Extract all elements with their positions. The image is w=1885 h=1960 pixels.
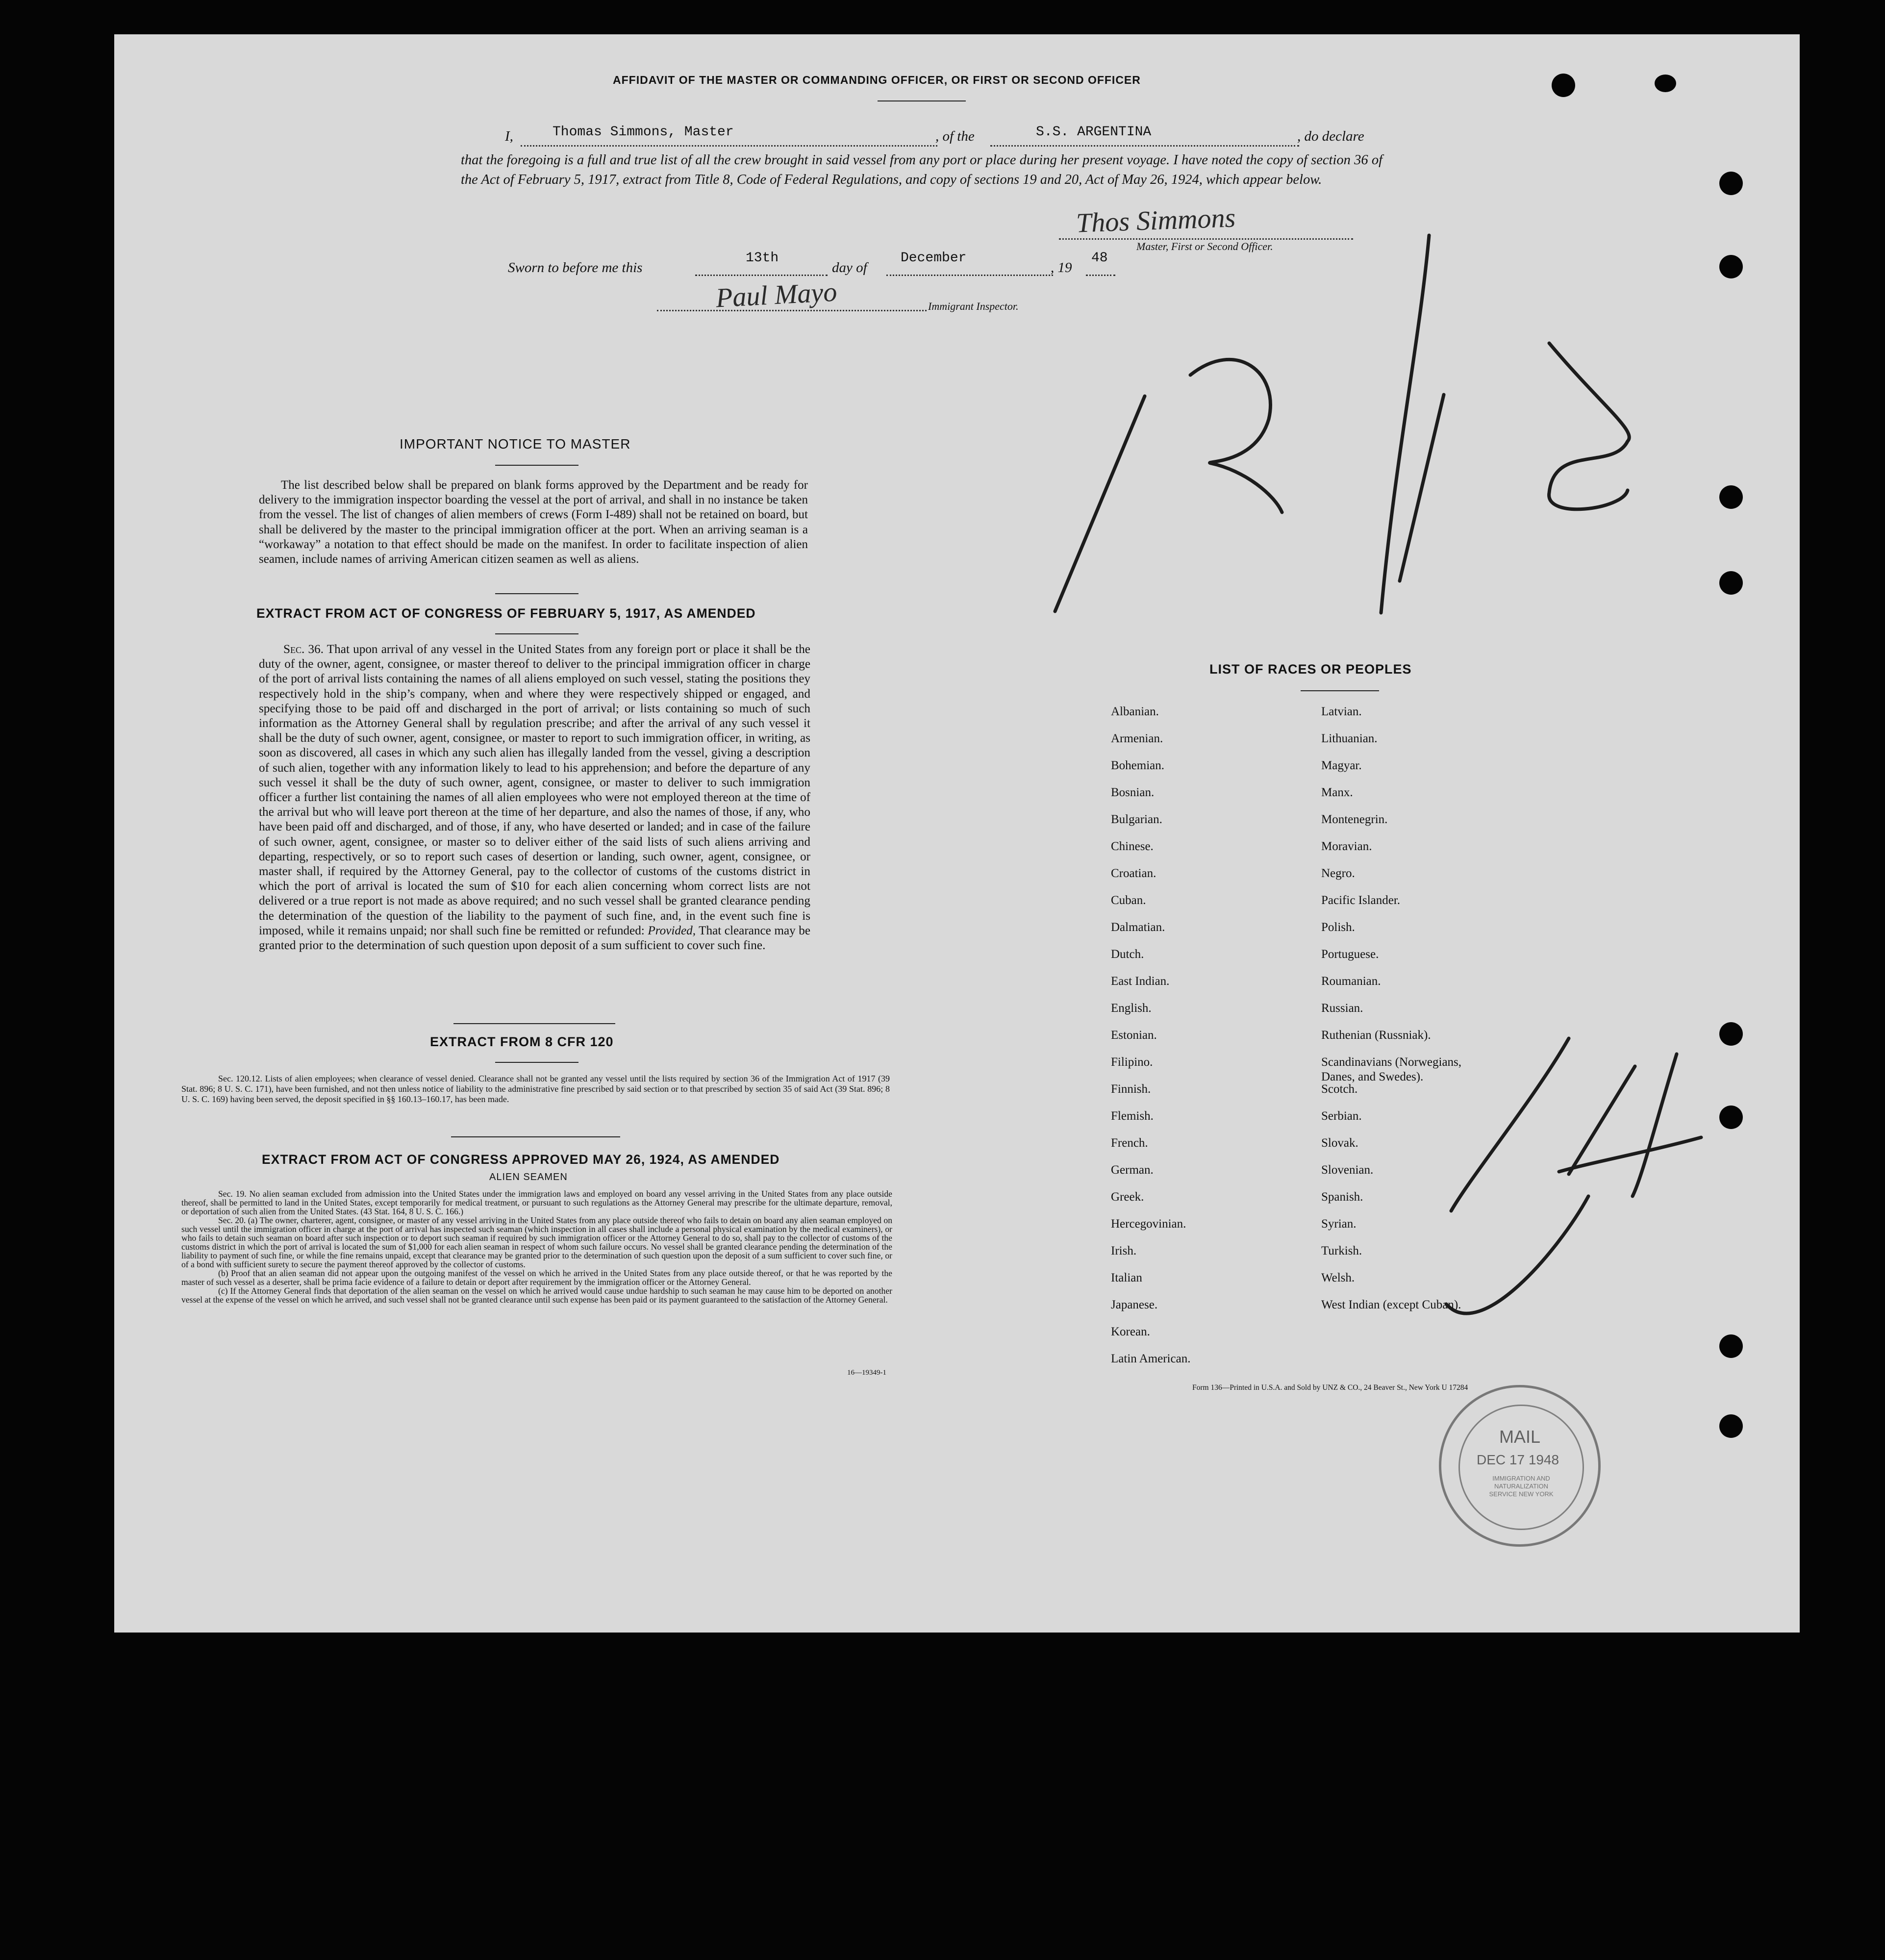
race-item-right: Negro. <box>1321 867 1355 880</box>
race-item-left: Flemish. <box>1111 1109 1154 1123</box>
sec-36-text-end: That clearance may be granted prior to the determination of such question upon deposit of a sum sufficient to cover such fine. <box>259 924 811 953</box>
provided-label: Provided, <box>648 924 696 937</box>
notice-title-underline <box>495 465 578 466</box>
sec-20a-text: Sec. 20. (a) The owner, charterer, agent, consignee, or master of any vessel arriving in the United States from any place outside thereof who fails to detain on board any alien seaman employed on such vessel until the immigration officer in charge at the port of arrival has inspected such seaman (which inspection in all cases shall include a personal physical examination by the medical examiners), or who fails to detain such seaman on board after such inspection or to deport such seaman if required by such immigration officer or the Attorney General to do so, shall pay to the collector of customs of the customs district in which the port of arrival is located the sum of $1,000 for each alien seaman in respect of whom such failure occurs. No vessel shall be granted clearance pending the determination of the liability to payment of such fine, or while the fine remains unpaid, except that clearance may be granted prior to the determination of such question upon the deposit of a sum sufficient to cover such fine, or of a bond with sufficient surety to secure the payment thereof approved by the collector of customs. <box>181 1215 892 1269</box>
race-item-right: Serbian. <box>1321 1109 1362 1123</box>
race-item-left: Croatian. <box>1111 867 1156 880</box>
extract-cfr-divider <box>451 1136 620 1137</box>
extract-1924-text <box>181 1189 892 1304</box>
race-item-left: Japanese. <box>1111 1298 1158 1311</box>
race-item-right: Lithuanian. <box>1321 732 1378 745</box>
race-item-left: Bulgarian. <box>1111 813 1162 826</box>
notice-title: IMPORTANT NOTICE TO MASTER <box>400 436 631 452</box>
alien-seamen-subtitle: ALIEN SEAMEN <box>489 1172 568 1182</box>
race-item-left: French. <box>1111 1136 1148 1150</box>
signature-line <box>1059 238 1353 240</box>
binder-hole <box>1552 74 1575 97</box>
races-title-underline <box>1301 690 1379 691</box>
race-item-left: Dutch. <box>1111 948 1144 961</box>
affidavit-i-label: I, <box>505 128 513 144</box>
form-code: 16—19349-1 <box>847 1369 886 1377</box>
race-item-left: Italian <box>1111 1271 1142 1284</box>
race-item-left: Irish. <box>1111 1244 1137 1257</box>
binder-hole <box>1719 255 1743 278</box>
sworn-year-line <box>1086 275 1115 276</box>
race-item-left: Filipino. <box>1111 1055 1153 1069</box>
race-item-left: Greek. <box>1111 1190 1144 1204</box>
binder-hole <box>1719 485 1743 509</box>
race-item-right: West Indian (except Cuban). <box>1321 1298 1461 1311</box>
race-item-right: Polish. <box>1321 921 1355 934</box>
race-item-left: Chinese. <box>1111 840 1154 853</box>
extract-cfr-title: EXTRACT FROM 8 CFR 120 <box>430 1034 614 1049</box>
race-item-left: Cuban. <box>1111 894 1146 907</box>
race-item-left: Estonian. <box>1111 1029 1157 1042</box>
stamp-ring-text: IMMIGRATION AND NATURALIZATION SERVICE NEW YORK <box>1489 1475 1554 1498</box>
race-item-right: Moravian. <box>1321 840 1372 853</box>
extract-cfr-text: Sec. 120.12. Lists of alien employees; when clearance of vessel denied. Clearance shall not be granted any vessel until the lists required by section 36 of the Immigration Act of 1917 (39 Stat. 896; 8 U. S. C. 171), have been furnished, and not then unless notice of liability to the administrative fine prescribed by said section or to that prescribed by section 35 of said Act (39 Stat. 896; 8 U. S. C. 169) having been served, the deposit specified in §§ 160.13–160.17, has been made. <box>181 1074 890 1104</box>
race-item-right: Scotch. <box>1321 1082 1358 1096</box>
binder-hole <box>1719 1022 1743 1046</box>
sworn-year-value: 48 <box>1091 251 1108 266</box>
inspector-signature: Paul Mayo <box>715 276 838 314</box>
race-item-left: East Indian. <box>1111 975 1170 988</box>
notice-divider <box>495 593 578 594</box>
sworn-day-value: 13th <box>746 251 779 266</box>
sec-20b-text: (b) Proof that an alien seaman did not appear upon the outgoing manifest of the vessel on which he arrived in the United States from any place outside thereof, or that he was reported by the master of such vessel as a deserter, shall be prima facie evidence of a failure to detain or deport after requirement by the immigration officer or the Attorney General. <box>181 1268 892 1287</box>
race-item-right: Danes, and Swedes). <box>1321 1070 1424 1083</box>
master-name-value: Thomas Simmons, Master <box>553 125 734 140</box>
master-caption: Master, First or Second Officer. <box>1136 240 1273 252</box>
sworn-month-line <box>886 275 1053 276</box>
binder-hole <box>1655 75 1676 92</box>
race-item-left: Hercegovinian. <box>1111 1217 1186 1231</box>
race-item-right: Slovenian. <box>1321 1163 1374 1177</box>
race-item-right: Ruthenian (Russniak). <box>1321 1029 1431 1042</box>
binder-hole <box>1719 1334 1743 1358</box>
vessel-name-value: S.S. ARGENTINA <box>1036 125 1152 140</box>
extract-1917-title: EXTRACT FROM ACT OF CONGRESS OF FEBRUARY 5, 1917, AS AMENDED <box>256 606 756 621</box>
race-item-left: Bohemian. <box>1111 759 1165 772</box>
race-item-right: Spanish. <box>1321 1190 1363 1204</box>
extract-1917-text <box>259 642 810 953</box>
sec-36-text: That upon arrival of any vessel in the United States from any foreign port or place it shall be the duty of the owner, agent, consignee, or master thereof to deliver to the principal immigration officer in charge of the port of arrival lists containing the names of all aliens employed on such vessel, stating the positions they respectively hold in the ship’s company, when and where they were respectively shipped or engaged, and specifying those to be paid off and discharged in the port of arrival; or lists containing so much of such information as the Attorney General shall by regulation prescribe; and after the arrival of any such vessel it shall be the duty of such owner, agent, consignee, or master to report to such immigration officer, in writing, as soon as discovered, all cases in which any such alien has illegally landed from the vessel, giving a description of such alien, together with any information likely to lead to his apprehension; and before the departure of any such vessel it shall be the duty of such owner, agent, consignee, or master to deliver to such immigration officer a further list containing the names of all alien employees who were not employed thereon at the time of the arrival but who will leave port thereon at the time of her departure, and also the names of those, if any, who have been paid off and discharged, and of those, if any, who have deserted or landed; and in case of the failure of such owner, agent, consignee, or master so to deliver either of the said lists of such aliens arriving and departing, respectively, or so to report such cases of desertion or landing, such owner, agent, consignee, or master shall, if required by the Attorney General, pay to the collector of customs of the customs district in which the port of arrival is located the sum of $10 for each alien concerning whom correct lists are not delivered or a true report is not made as above required; and no such vessel shall be granted clearance pending the determination of the question of the liability to the payment of such fine, and, in the event such fine is imposed, while it remains unpaid; nor shall such fine be remitted or refunded: <box>259 643 810 937</box>
race-item-left: German. <box>1111 1163 1154 1177</box>
sworn-month-value: December <box>901 251 967 266</box>
extract-1917-underline <box>495 633 578 634</box>
race-item-right: Montenegrin. <box>1321 813 1388 826</box>
race-item-right: Syrian. <box>1321 1217 1357 1231</box>
year-prefix-label: , 19 <box>1051 260 1072 276</box>
sworn-day-line <box>695 275 828 276</box>
race-item-right: Pacific Islander. <box>1321 894 1401 907</box>
binder-hole <box>1719 1106 1743 1129</box>
race-item-right: Latvian. <box>1321 705 1362 718</box>
race-item-left: Korean. <box>1111 1325 1150 1338</box>
binder-hole <box>1719 571 1743 595</box>
printer-imprint: Form 136—Printed in U.S.A. and Sold by UNZ & CO., 24 Beaver St., New York U 17284 <box>1192 1383 1468 1392</box>
race-item-left: Finnish. <box>1111 1082 1151 1096</box>
race-item-right: Slovak. <box>1321 1136 1358 1150</box>
race-item-right: Turkish. <box>1321 1244 1362 1257</box>
day-of-label: day of <box>832 260 867 276</box>
stamp-mail-text: MAIL <box>1499 1427 1541 1447</box>
extract-1917-divider <box>453 1023 615 1024</box>
race-item-right: Scandinavians (Norwegians, <box>1321 1055 1462 1069</box>
sec-19-text: Sec. 19. No alien seaman excluded from admission into the United States under the immigration laws and employed on board any vessel arriving in the United States from any place outside thereof, shall be permitted to land in the United States, except temporarily for medical treatment, or pursuant to such regulations as the Attorney General may prescribe for the ultimate departure, removal, or deportation of such alien from the United States. (43 Stat. 164, 8 U. S. C. 166.) <box>181 1189 892 1216</box>
of-the-label: , of the <box>935 128 975 144</box>
mail-stamp <box>1439 1385 1601 1547</box>
master-name-line <box>521 145 937 147</box>
handwritten-date-mark <box>1113 529 1114 530</box>
race-item-right: Welsh. <box>1321 1271 1355 1284</box>
race-item-left: Latin American. <box>1111 1352 1191 1365</box>
notice-text: The list described below shall be prepared on blank forms approved by the Department and be ready for delivery to the immigration inspector boarding the vessel at the port of arrival, and shall in no instance be taken from the vessel. The list of changes of alien members of crews (Form I-489) shall not be retained on board, but shall be delivered by the master to the principal immigration officer at the port. When an arriving seaman is a “workaway” a notation to that effect should be made on the manifest. In order to facilitate inspection of alien seamen, include names of arriving American citizen seamen as well as aliens. <box>259 478 808 566</box>
race-item-left: Dalmatian. <box>1111 921 1165 934</box>
inspector-caption: Immigrant Inspector. <box>928 300 1019 312</box>
sec-20c-text: (c) If the Attorney General finds that deportation of the alien seaman on the vessel on which he arrived would cause undue hardship to such seaman he may cause him to be deported on another vessel at the expense of the vessel on which he arrived, and such vessel shall not be granted clearance until such expense has been paid or its payment guaranteed to the satisfaction of the Attorney General. <box>181 1286 892 1305</box>
master-signature: Thos Simmons <box>1076 202 1236 239</box>
race-item-right: Magyar. <box>1321 759 1362 772</box>
binder-hole <box>1719 172 1743 195</box>
sworn-label: Sworn to before me this <box>508 260 643 276</box>
sec-36-label: Sec. 36. <box>283 643 324 656</box>
inspector-line <box>657 310 927 311</box>
race-item-right: Russian. <box>1321 1002 1363 1015</box>
race-item-left: Bosnian. <box>1111 786 1155 799</box>
binder-hole <box>1719 1414 1743 1438</box>
affidavit-title: AFFIDAVIT OF THE MASTER OR COMMANDING OFFICER, OR FIRST OR SECOND OFFICER <box>613 74 1141 86</box>
extract-cfr-underline <box>495 1062 578 1063</box>
races-title: LIST OF RACES OR PEOPLES <box>1209 662 1412 677</box>
race-item-right: Roumanian. <box>1321 975 1381 988</box>
extract-1924-title: EXTRACT FROM ACT OF CONGRESS APPROVED MAY 26, 1924, AS AMENDED <box>262 1152 780 1167</box>
race-item-left: English. <box>1111 1002 1152 1015</box>
affidavit-declaration-text: that the foregoing is a full and true list of all the crew brought in said vessel from any port or place during her present voyage. I have noted the copy of section 36 of the Act of February 5, 1917, extract from Title 8, Code of Federal Regulations, and copy of sections 19 and 20, Act of May 26, 1924, which appear below. <box>461 152 1382 187</box>
race-item-left: Albanian. <box>1111 705 1159 718</box>
do-declare-label: , do declare <box>1297 128 1364 144</box>
stamp-date-text: DEC 17 1948 <box>1477 1452 1559 1467</box>
vessel-name-line <box>990 145 1299 147</box>
race-item-left: Armenian. <box>1111 732 1163 745</box>
race-item-right: Portuguese. <box>1321 948 1379 961</box>
race-item-right: Manx. <box>1321 786 1353 799</box>
